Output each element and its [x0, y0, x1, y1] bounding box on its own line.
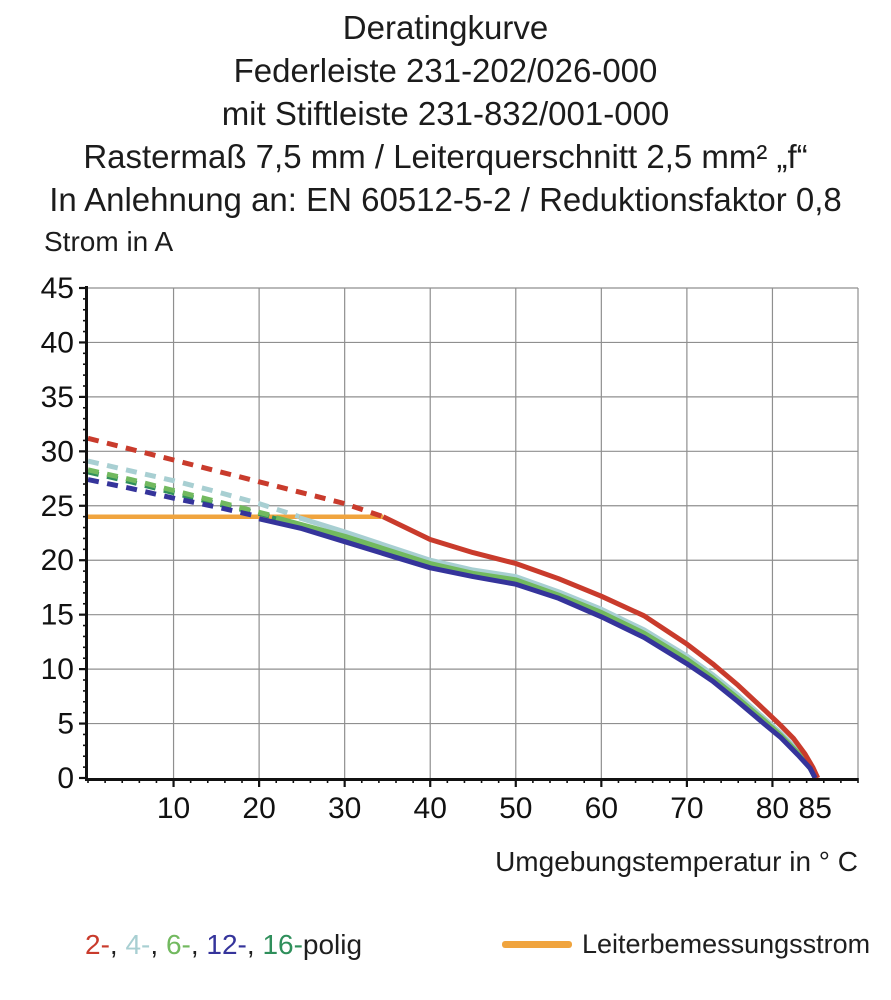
- rated-current-legend: [502, 929, 870, 960]
- chart-title-line-1: Deratingkurve: [342, 9, 549, 46]
- chart-title-line-5: In Anlehnung an: EN 60512-5-2 / Reduktionsfaktor 0,8: [49, 181, 842, 218]
- legend-item-16-polig: 16-: [262, 929, 303, 960]
- legend-suffix: polig: [302, 929, 363, 960]
- svg-text:40: 40: [40, 326, 74, 360]
- pole-count-legend: 2-, 4-, 6-, 12-, 16-polig: [85, 929, 363, 960]
- rated-current-line-swatch: [502, 941, 572, 948]
- svg-text:30: 30: [40, 435, 74, 469]
- svg-text:30: 30: [327, 792, 362, 825]
- chart-title-line-2: Federleiste 231-202/026-000: [233, 52, 658, 89]
- svg-text:15: 15: [40, 598, 74, 632]
- legend-item-2-polig: 2-: [85, 929, 110, 960]
- svg-text:50: 50: [499, 792, 533, 825]
- legend-item-4-polig: 4-: [125, 929, 151, 960]
- svg-text:80: 80: [755, 792, 790, 825]
- svg-text:25: 25: [40, 489, 74, 523]
- svg-text:85: 85: [798, 792, 832, 825]
- svg-text:60: 60: [584, 792, 619, 825]
- chart-title-line-4: Rastermaß 7,5 mm / Leiterquerschnitt 2,5 mm² „f“: [83, 138, 808, 175]
- svg-text:0: 0: [57, 762, 74, 795]
- svg-text:20: 20: [40, 544, 74, 578]
- legend-item-12-polig: 12-: [206, 929, 247, 960]
- svg-text:45: 45: [40, 272, 74, 305]
- svg-text:35: 35: [40, 380, 74, 414]
- svg-text:5: 5: [57, 707, 74, 741]
- rated-current-label: Leiterbemessungsstrom: [582, 929, 871, 959]
- svg-text:20: 20: [242, 792, 276, 825]
- legend-item-6-polig: 6-: [165, 929, 191, 960]
- chart-title-line-3: mit Stiftleiste 231-832/001-000: [221, 95, 670, 132]
- svg-text:10: 10: [40, 653, 74, 687]
- x-axis-title: Umgebungstemperatur in ° C: [495, 846, 858, 877]
- svg-text:40: 40: [413, 792, 447, 825]
- y-axis-title: Strom in A: [44, 226, 174, 257]
- svg-text:10: 10: [156, 792, 191, 825]
- svg-text:70: 70: [670, 792, 704, 825]
